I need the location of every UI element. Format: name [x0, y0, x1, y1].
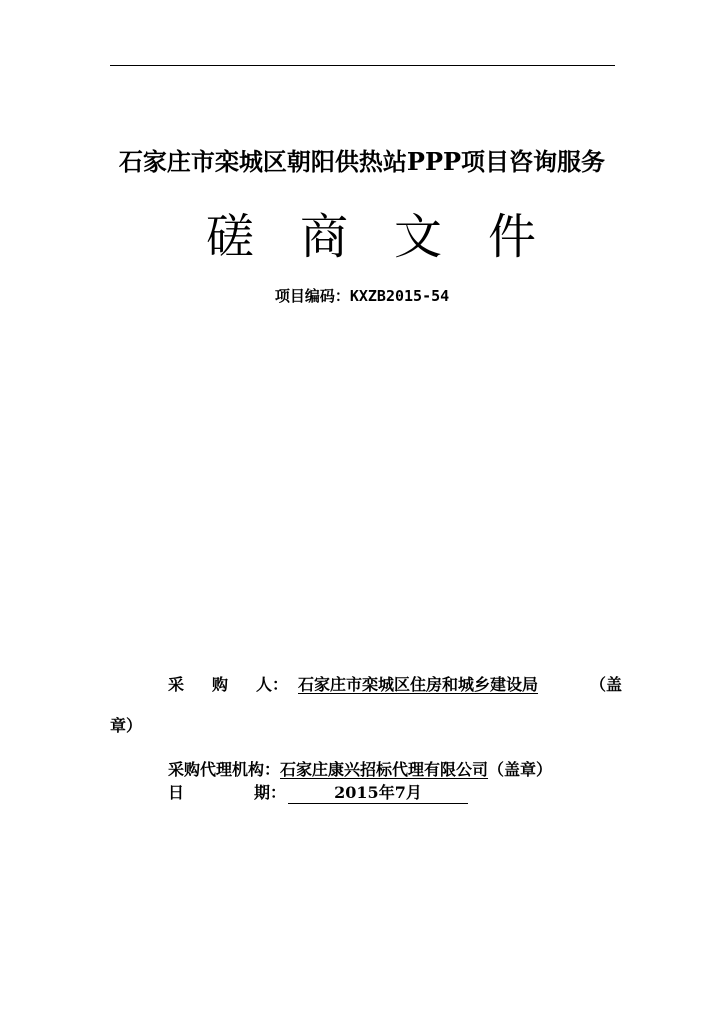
project-code-value: KXZB2015-54 [349, 287, 450, 305]
date-label [168, 780, 286, 803]
purchaser-stamp-close: 章） [110, 716, 143, 735]
project-code-label: 项目编码： [274, 287, 350, 305]
date-row [168, 780, 468, 804]
purchaser-label [168, 672, 290, 695]
agency-label: 采购代理机构： [168, 760, 281, 779]
document-title [206, 205, 536, 269]
agency-stamp: （盖章） [488, 760, 553, 779]
agency-value: 石家庄康兴招标代理有限公司 [280, 760, 489, 779]
project-title: 石家庄市栾城区朝阳供热站PPP项目咨询服务 [118, 147, 606, 176]
purchaser-stamp-open: （盖 [590, 675, 623, 694]
purchaser-row [168, 672, 546, 695]
header-rule [110, 65, 615, 66]
doc-title-char: 件 [487, 209, 536, 265]
purchaser-value: 石家庄市栾城区住房和城乡建设局 [298, 675, 539, 694]
doc-title-char: 文 [393, 209, 442, 265]
agency-row [168, 757, 552, 780]
doc-title-char: 商 [299, 209, 348, 265]
date-label-char: 日 [168, 783, 185, 802]
doc-title-char: 磋 [206, 209, 255, 265]
date-label-char: 期： [254, 783, 287, 802]
date-value: 2015年7月 [288, 780, 468, 804]
purchaser-label-char: 人： [256, 675, 289, 694]
purchaser-label-char: 采 [168, 675, 185, 694]
project-code [0, 285, 724, 306]
purchaser-label-char: 购 [212, 675, 229, 694]
